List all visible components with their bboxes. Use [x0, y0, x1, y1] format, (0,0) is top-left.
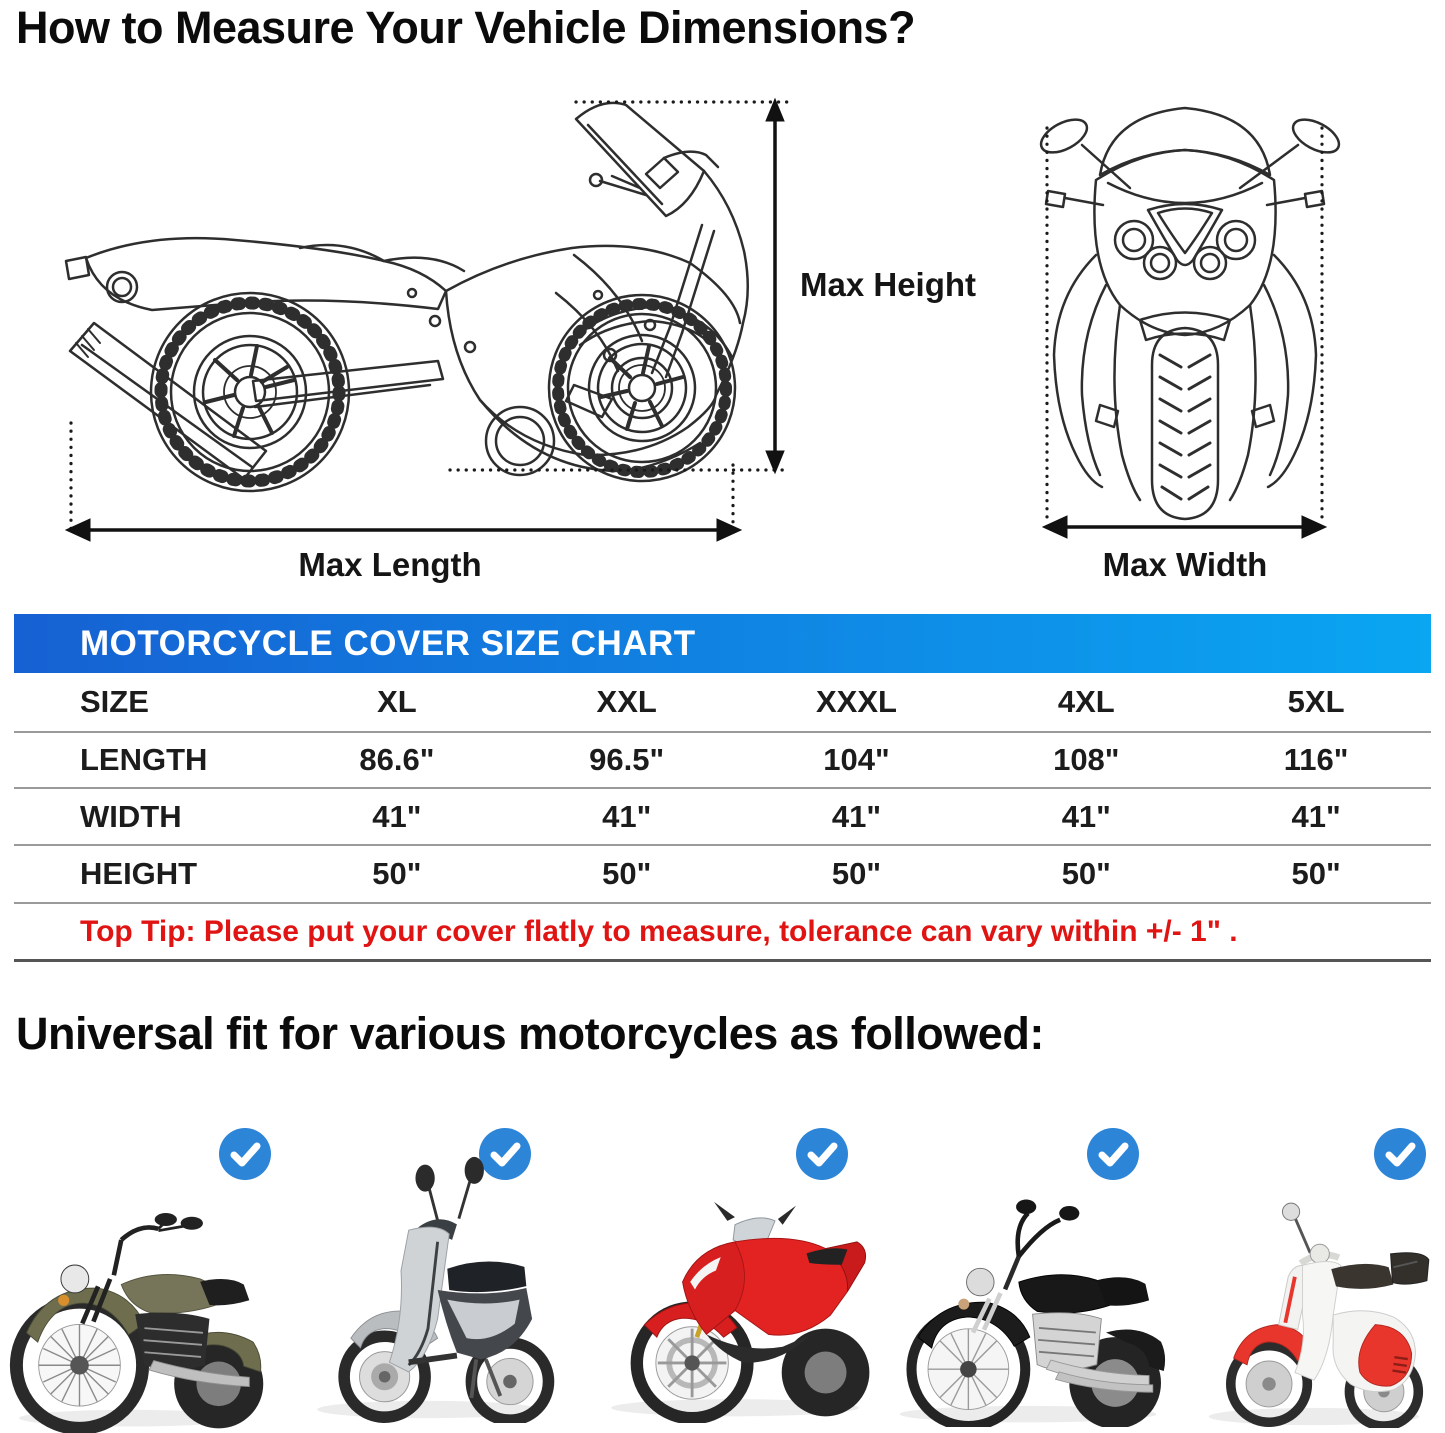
row-label-length: LENGTH: [80, 742, 208, 777]
check-icon: [218, 1127, 272, 1181]
measure-tip-text: Top Tip: Please put your cover flatly to measure, tolerance can vary within +/- 1" .: [80, 914, 1238, 948]
length-xxl: 96.5": [589, 742, 665, 777]
width-xxl: 41": [602, 798, 652, 834]
length-xl: 86.6": [359, 742, 435, 777]
max-length-label: Max Length: [298, 546, 482, 583]
page-title: How to Measure Your Vehicle Dimensions?: [16, 2, 916, 53]
height-xl: 50": [372, 856, 422, 891]
width-xxxl: 41": [831, 798, 882, 834]
black-cruiser-motorcycle-photo: [868, 1172, 1188, 1427]
table-row-width: [14, 789, 1431, 846]
measurement-diagram: [0, 55, 1445, 610]
col-header-size: SIZE: [80, 684, 149, 719]
size-chart-header-bar: [14, 614, 1431, 673]
max-height-label: Max Height: [800, 266, 977, 303]
gray-scooter-photo: [288, 1155, 568, 1423]
length-xxxl: 104": [823, 742, 890, 777]
size-chart: [14, 614, 1431, 962]
max-width-label: Max Width: [1102, 546, 1268, 583]
max-height-arrow: [766, 99, 784, 473]
size-chart-title: MOTORCYCLE COVER SIZE CHART: [80, 623, 696, 663]
height-4xl: 50": [1061, 856, 1111, 891]
width-4xl: 41": [1061, 798, 1111, 834]
olive-cruiser-motorcycle-photo: [0, 1175, 275, 1433]
height-5xl: 50": [1291, 856, 1341, 891]
motorcycle-front-outline-icon: [1036, 108, 1344, 519]
tip-row: [14, 904, 1431, 962]
length-5xl: 116": [1283, 742, 1349, 777]
row-label-height: HEIGHT: [80, 856, 198, 891]
col-header-5xl: 5XL: [1287, 684, 1345, 719]
width-5xl: 41": [1291, 798, 1341, 834]
width-xl: 41": [372, 798, 422, 834]
motorcycle-side-outline-icon: [66, 103, 748, 491]
col-header-4xl: 4XL: [1057, 684, 1115, 719]
fit-section-heading: Universal fit for various motorcycles as followed:: [16, 1008, 1044, 1059]
table-row-length: [14, 733, 1431, 789]
col-header-xxxl: XXXL: [816, 684, 897, 719]
motorcycle-gallery: [0, 1100, 1445, 1433]
table-row-height: [14, 846, 1431, 904]
size-chart-columns-row: [14, 673, 1431, 733]
col-header-xl: XL: [377, 684, 417, 719]
row-label-width: WIDTH: [80, 798, 182, 834]
red-white-vintage-scooter-photo: [1182, 1162, 1445, 1428]
length-4xl: 108": [1053, 742, 1120, 777]
max-length-arrow: [66, 519, 741, 541]
red-sport-bike-photo: [585, 1158, 885, 1423]
height-xxl: 50": [602, 856, 652, 891]
col-header-xxl: XXL: [596, 684, 657, 719]
height-xxxl: 50": [831, 856, 882, 891]
